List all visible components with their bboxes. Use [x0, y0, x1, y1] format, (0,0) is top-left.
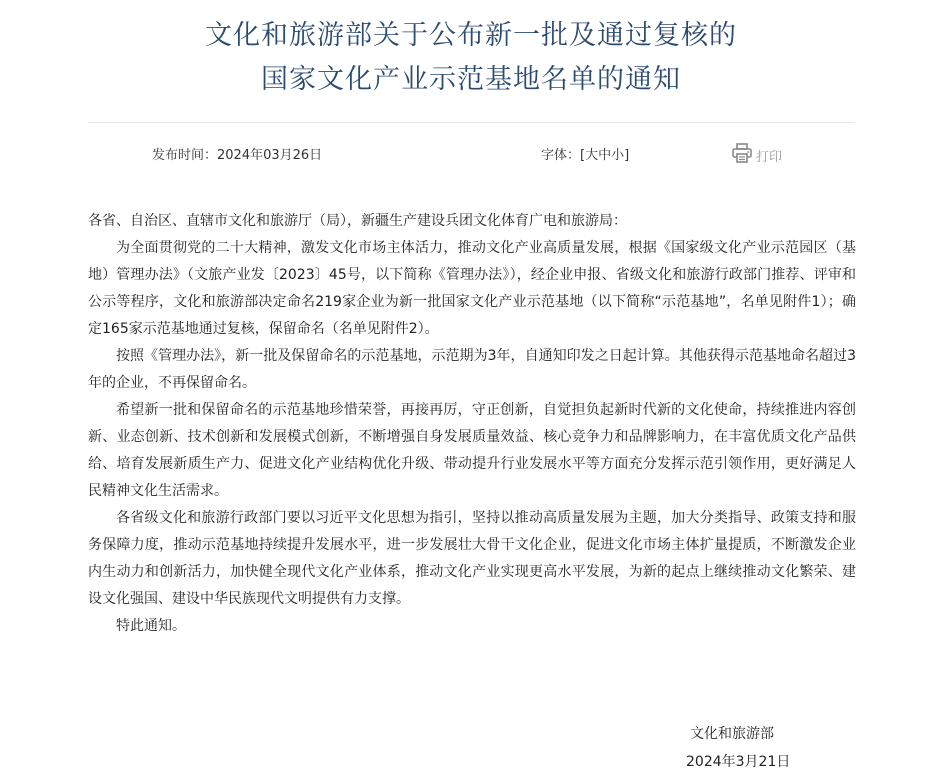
- closing-line: 特此通知。: [116, 618, 186, 634]
- title-divider: [88, 122, 854, 123]
- signature-org: 文化和旅游部: [690, 726, 774, 742]
- article-title: [0, 14, 942, 102]
- publish-date: [152, 145, 322, 167]
- print-label: 打印: [756, 149, 783, 165]
- print-button[interactable]: [731, 142, 782, 168]
- font-size-large-button[interactable]: 大: [585, 148, 599, 163]
- printer-icon: [731, 142, 756, 168]
- publish-date-value: 2024年03月26日: [217, 148, 323, 163]
- salutation: 各省、自治区、直辖市文化和旅游厅（局），新疆生产建设兵团文化体育广电和旅游局：: [88, 213, 627, 229]
- font-bracket-close: ]: [624, 148, 630, 163]
- font-size-small-button[interactable]: 小: [611, 148, 625, 163]
- body-paragraph-4: 各省级文化和旅游行政部门要以习近平文化思想为指引，坚持以推动高质量发展为主题，加大分类指导、政策支持和服务保障力度，推动示范基地持续提升发展水平，进一步发展壮大骨干文化企业，促进文化市场主体扩量提质，不断激发企业内生动力和创新活力，加快健全现代文化产业体系，推动文化产业实现更高水平发展，为新的起点上继续推动文化繁荣、建设文化强国、建设中华民族现代文明提供有力支撑。: [88, 510, 856, 607]
- font-size-medium-button[interactable]: 中: [598, 148, 612, 163]
- font-bracket-open: [: [580, 148, 586, 163]
- body-paragraph-2: 按照《管理办法》，新一批及保留命名的示范基地，示范期为3年，自通知印发之日起计算。其他获得示范基地命名超过3年的企业，不再保留命名。: [88, 348, 856, 391]
- article-body: [88, 208, 856, 640]
- title-line-2: 国家文化产业示范基地名单的通知: [261, 64, 681, 95]
- publish-date-label: 发布时间：: [152, 148, 218, 163]
- body-paragraph-1: 为全面贯彻党的二十大精神，激发文化市场主体活力，推动文化产业高质量发展，根据《国家级文化产业示范园区（基地）管理办法》（文旅产业发〔2023〕45号，以下简称《管理办法》），经企业申报、省级文化和旅游行政部门推荐、评审和公示等程序，文化和旅游部决定命名219家企业为新一批国家文化产业示范基地（以下简称“示范基地”，名单见附件1）；确定165家示范基地通过复核，保留命名（名单见附件2）。: [88, 240, 856, 337]
- body-paragraph-3: 希望新一批和保留命名的示范基地珍惜荣誉，再接再厉，守正创新，自觉担负起新时代新的文化使命，持续推进内容创新、业态创新、技术创新和发展模式创新，不断增强自身发展质量效益、核心竞争力和品牌影响力，在丰富优质文化产品供给、培育发展新质生产力、促进文化产业结构优化升级、带动提升行业发展水平等方面充分发挥示范引领作用，更好满足人民精神文化生活需求。: [88, 402, 856, 499]
- font-size-selector: [541, 145, 629, 167]
- signature-date: 2024年3月21日: [686, 754, 791, 770]
- title-line-1: 文化和旅游部关于公布新一批及通过复核的: [205, 20, 737, 51]
- font-size-label: 字体：: [541, 148, 581, 163]
